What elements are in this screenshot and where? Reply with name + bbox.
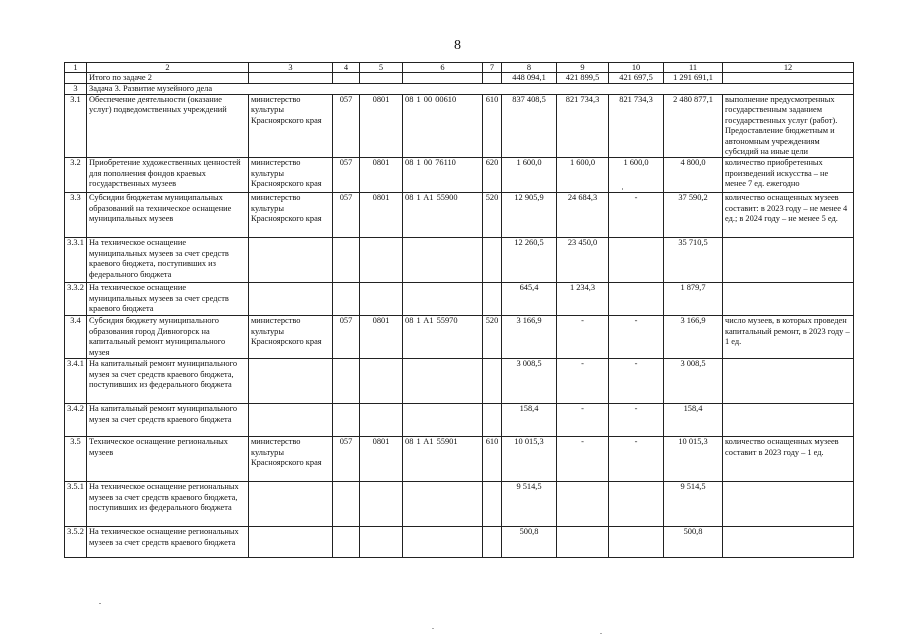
cell-section xyxy=(360,527,403,558)
cell-target-article: 08 1 A1 55900 xyxy=(403,193,483,238)
cell-name: Субсидия бюджету муниципального образования город Дивногорск на капитальный ремонт муниципального музея xyxy=(87,316,249,359)
column-number: 11 xyxy=(664,63,723,73)
cell-2024: - xyxy=(609,359,664,404)
cell-2022: 3 008,5 xyxy=(502,359,557,404)
cell-2022: 9 514,5 xyxy=(502,482,557,527)
cell-grbs: министерство культуры Красноярского края xyxy=(249,158,333,193)
cell-grbs-code xyxy=(333,482,360,527)
table-row xyxy=(65,193,854,238)
table-row xyxy=(65,316,854,359)
cell-result: количество оснащенных музеев составит: в 2023 году – не менее 4 ед.; в 2024 году – не менее 5 ед. xyxy=(723,193,854,238)
table-row xyxy=(65,95,854,158)
cell-result: количество приобретенных произведений искусства – не менее 7 ед. ежегодно xyxy=(723,158,854,193)
total-sum: 1 291 691,1 xyxy=(664,73,723,84)
cell-sum: 4 800,0 xyxy=(664,158,723,193)
cell-sum: 1 879,7 xyxy=(664,283,723,316)
cell-grbs-code: 057 xyxy=(333,193,360,238)
table-row xyxy=(65,437,854,482)
cell-section: 0801 xyxy=(360,193,403,238)
column-number: 6 xyxy=(403,63,483,73)
table-row xyxy=(65,238,854,283)
cell-result: число музеев, в которых проведен капитальный ремонт, в 2023 году – 1 ед. xyxy=(723,316,854,359)
cell-2024: - xyxy=(609,437,664,482)
cell-grbs-code: 057 xyxy=(333,158,360,193)
cell-section xyxy=(360,359,403,404)
cell-num xyxy=(65,73,87,84)
cell-num: 3.2 xyxy=(65,158,87,193)
cell-grbs xyxy=(249,482,333,527)
cell-grbs-code xyxy=(333,527,360,558)
cell-result xyxy=(723,482,854,527)
cell-num: 3.3.1 xyxy=(65,238,87,283)
cell-2023: - xyxy=(557,404,609,437)
cell-sum: 500,8 xyxy=(664,527,723,558)
cell-num: 3.5.2 xyxy=(65,527,87,558)
cell-grbs-code: 057 xyxy=(333,316,360,359)
cell-name: На капитальный ремонт муниципального музея за счет средств краевого бюджета xyxy=(87,404,249,437)
cell-sum: 9 514,5 xyxy=(664,482,723,527)
cell-grbs-code: 057 xyxy=(333,437,360,482)
cell-result xyxy=(723,359,854,404)
page-number: 8 xyxy=(454,38,461,53)
cell-grbs: министерство культуры Красноярского края xyxy=(249,95,333,158)
cell-result: выполнение предусмотренных государственным заданием государственных услуг (работ). Предоставление бюджетным и автономным учреждениям субсидий на иные цели xyxy=(723,95,854,158)
cell-section: 0801 xyxy=(360,316,403,359)
task-label: Задача 3. Развитие музейного дела xyxy=(87,84,854,95)
total-2024: 421 697,5 xyxy=(609,73,664,84)
cell-section xyxy=(360,404,403,437)
scan-speck xyxy=(432,628,434,629)
cell-expense-type xyxy=(483,359,502,404)
cell-sum: 35 710,5 xyxy=(664,238,723,283)
cell-sum: 158,4 xyxy=(664,404,723,437)
cell-grbs xyxy=(249,359,333,404)
column-number: 8 xyxy=(502,63,557,73)
cell-grbs xyxy=(249,238,333,283)
cell-num: 3.5.1 xyxy=(65,482,87,527)
cell-expense-type: 610 xyxy=(483,437,502,482)
scan-speck xyxy=(600,633,602,634)
cell-sum: 2 480 877,1 xyxy=(664,95,723,158)
cell-expense-type: 520 xyxy=(483,316,502,359)
cell-expense-type: 620 xyxy=(483,158,502,193)
cell-name: Приобретение художественных ценностей для пополнения фондов краевых государственных музеев xyxy=(87,158,249,193)
cell-2023: 1 234,3 xyxy=(557,283,609,316)
cell-2023: 23 450,0 xyxy=(557,238,609,283)
cell-2023: 821 734,3 xyxy=(557,95,609,158)
cell-target-article xyxy=(403,527,483,558)
cell-2024 xyxy=(609,527,664,558)
cell-name: На техническое оснащение региональных музеев за счет средств краевого бюджета xyxy=(87,527,249,558)
cell-2022: 500,8 xyxy=(502,527,557,558)
cell-2024: 1 600,0 xyxy=(609,158,664,193)
cell-result xyxy=(723,283,854,316)
cell-section: 0801 xyxy=(360,95,403,158)
cell-2024 xyxy=(609,283,664,316)
cell-expense-type xyxy=(483,404,502,437)
column-number: 9 xyxy=(557,63,609,73)
cell-2022: 645,4 xyxy=(502,283,557,316)
column-number: 1 xyxy=(65,63,87,73)
cell-target-article xyxy=(403,482,483,527)
cell-sum: 37 590,2 xyxy=(664,193,723,238)
column-number: 2 xyxy=(87,63,249,73)
cell-result xyxy=(723,238,854,283)
total-2023: 421 899,5 xyxy=(557,73,609,84)
cell-target-article: 08 1 00 00610 xyxy=(403,95,483,158)
cell-2023 xyxy=(557,527,609,558)
cell-num: 3.3 xyxy=(65,193,87,238)
cell-grbs-code xyxy=(333,283,360,316)
cell-result xyxy=(723,527,854,558)
cell-2022: 10 015,3 xyxy=(502,437,557,482)
cell-grbs-code xyxy=(333,238,360,283)
cell-2022: 158,4 xyxy=(502,404,557,437)
cell-2024: - xyxy=(609,404,664,437)
cell-target-article: 08 1 00 76110 xyxy=(403,158,483,193)
cell-grbs-code: 057 xyxy=(333,95,360,158)
cell-2024: - xyxy=(609,316,664,359)
table-row xyxy=(65,283,854,316)
cell-section xyxy=(360,482,403,527)
column-number: 5 xyxy=(360,63,403,73)
cell-name: Обеспечение деятельности (оказание услуг) подведомственных учреждений xyxy=(87,95,249,158)
table-row xyxy=(65,404,854,437)
program-table xyxy=(64,62,854,558)
cell-section: 0801 xyxy=(360,158,403,193)
cell-2023 xyxy=(557,482,609,527)
cell-sum: 10 015,3 xyxy=(664,437,723,482)
column-number: 3 xyxy=(249,63,333,73)
task-row xyxy=(65,84,854,95)
total-label: Итого по задаче 2 xyxy=(87,73,249,84)
cell-2022: 1 600,0 xyxy=(502,158,557,193)
cell-grbs xyxy=(249,527,333,558)
cell-num: 3.1 xyxy=(65,95,87,158)
cell-target-article xyxy=(403,238,483,283)
cell-2024: 821 734,3 xyxy=(609,95,664,158)
table-row xyxy=(65,482,854,527)
column-number: 12 xyxy=(723,63,854,73)
task-number: 3 xyxy=(65,84,87,95)
cell-2023: - xyxy=(557,359,609,404)
cell-expense-type: 520 xyxy=(483,193,502,238)
cell-result: количество оснащенных музеев составит в 2023 году – 1 ед. xyxy=(723,437,854,482)
cell-2024 xyxy=(609,482,664,527)
cell-2023: - xyxy=(557,316,609,359)
cell-2022: 837 408,5 xyxy=(502,95,557,158)
cell-num: 3.4.2 xyxy=(65,404,87,437)
cell-target-article: 08 1 A1 55970 xyxy=(403,316,483,359)
cell-2023: 1 600,0 xyxy=(557,158,609,193)
cell-expense-type: 610 xyxy=(483,95,502,158)
cell-2022: 12 905,9 xyxy=(502,193,557,238)
cell-target-article xyxy=(403,404,483,437)
cell-result xyxy=(723,404,854,437)
cell-target-article xyxy=(403,359,483,404)
cell-expense-type xyxy=(483,527,502,558)
cell-2022: 3 166,9 xyxy=(502,316,557,359)
cell-name: На техническое оснащение региональных музеев за счет средств краевого бюджета, поступивших из федерального бюджета xyxy=(87,482,249,527)
cell-grbs xyxy=(249,404,333,437)
cell-2022: 12 260,5 xyxy=(502,238,557,283)
cell-grbs: министерство культуры Красноярского края xyxy=(249,193,333,238)
scan-speck xyxy=(622,188,623,190)
cell-name: На капитальный ремонт муниципального музея за счет средств краевого бюджета, поступивших из федерального бюджета xyxy=(87,359,249,404)
cell-section xyxy=(360,238,403,283)
cell-num: 3.4.1 xyxy=(65,359,87,404)
cell-sum: 3 008,5 xyxy=(664,359,723,404)
column-number: 10 xyxy=(609,63,664,73)
cell-expense-type xyxy=(483,238,502,283)
cell-grbs-code xyxy=(333,404,360,437)
cell-num: 3.5 xyxy=(65,437,87,482)
column-number: 4 xyxy=(333,63,360,73)
total-row xyxy=(65,73,854,84)
table-row xyxy=(65,359,854,404)
cell-name: На техническое оснащение муниципальных музеев за счет средств краевого бюджета, поступивших из федерального бюджета xyxy=(87,238,249,283)
cell-grbs-code xyxy=(333,359,360,404)
cell-name: Техническое оснащение региональных музеев xyxy=(87,437,249,482)
cell-2024 xyxy=(609,238,664,283)
cell-2023: - xyxy=(557,437,609,482)
column-number-row xyxy=(65,63,854,73)
cell-name: На техническое оснащение муниципальных музеев за счет средств краевого бюджета xyxy=(87,283,249,316)
cell-section: 0801 xyxy=(360,437,403,482)
cell-target-article: 08 1 A1 55901 xyxy=(403,437,483,482)
cell-grbs: министерство культуры Красноярского края xyxy=(249,437,333,482)
table-row xyxy=(65,527,854,558)
cell-2024: - xyxy=(609,193,664,238)
cell-expense-type xyxy=(483,283,502,316)
cell-grbs xyxy=(249,283,333,316)
column-number: 7 xyxy=(483,63,502,73)
cell-2023: 24 684,3 xyxy=(557,193,609,238)
cell-sum: 3 166,9 xyxy=(664,316,723,359)
scan-speck xyxy=(99,603,101,604)
cell-num: 3.3.2 xyxy=(65,283,87,316)
total-2022: 448 094,1 xyxy=(502,73,557,84)
table-row xyxy=(65,158,854,193)
cell-name: Субсидии бюджетам муниципальных образований на техническое оснащение муниципальных музеев xyxy=(87,193,249,238)
cell-num: 3.4 xyxy=(65,316,87,359)
cell-section xyxy=(360,283,403,316)
cell-grbs: министерство культуры Красноярского края xyxy=(249,316,333,359)
cell-expense-type xyxy=(483,482,502,527)
cell-target-article xyxy=(403,283,483,316)
